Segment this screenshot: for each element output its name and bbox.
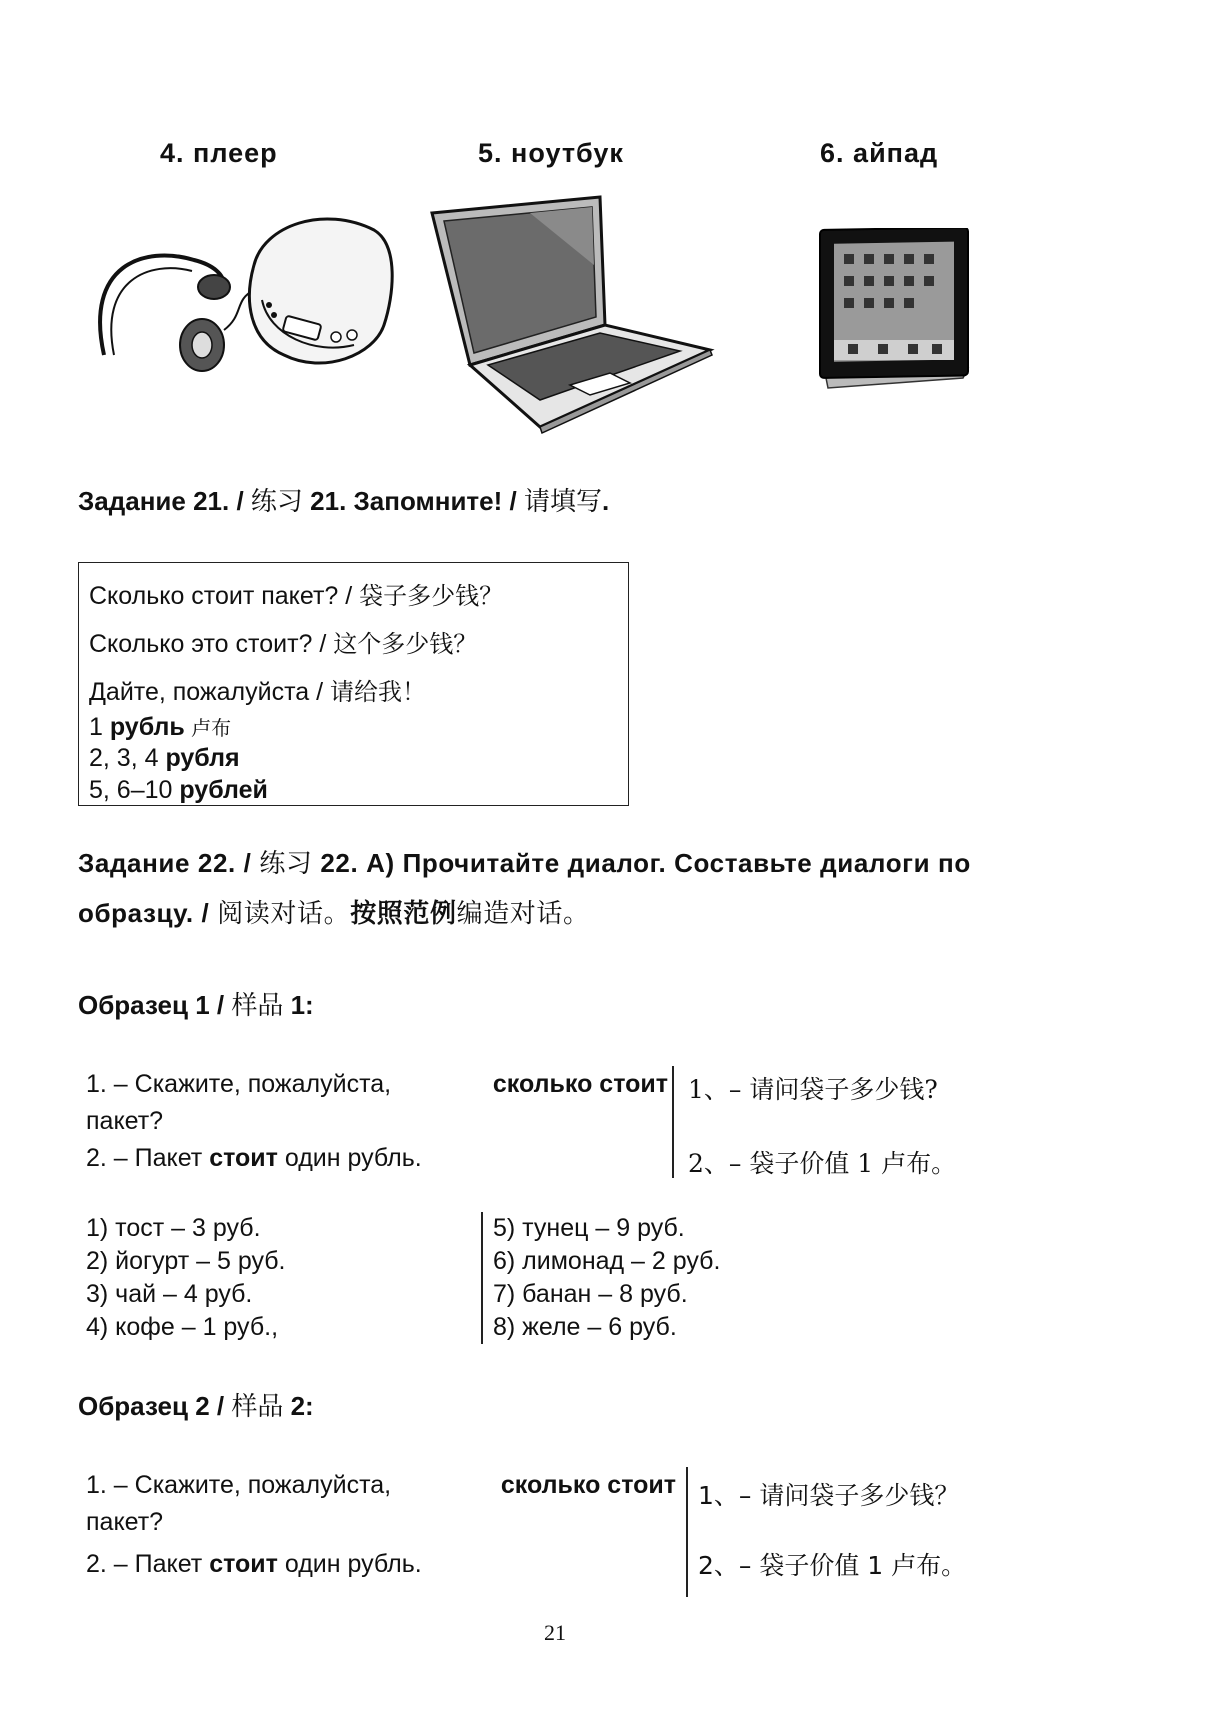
sample-1-title (78, 980, 314, 1030)
heading-line (78, 888, 971, 938)
phrase-cn: 请给我！ (330, 678, 427, 706)
list-item: 1) тост – 3 руб. (86, 1214, 261, 1242)
sample-title-text: 2: (283, 1391, 314, 1421)
phrase-ru: Сколько это стоит? / (89, 630, 334, 658)
sample-2-title (78, 1381, 314, 1431)
sample-title-cn: 样品 (231, 990, 284, 1020)
phrase-bold: рублей (179, 776, 268, 804)
dialog-text: 1. – Скажите, пожалуйста, (86, 1471, 392, 1499)
phrase-cn: 卢布 (184, 716, 232, 740)
figure-text: айпад (853, 138, 939, 168)
figure-label-player (160, 138, 278, 169)
phrase-box (78, 562, 629, 806)
list-item: 7) банан – 8 руб. (493, 1280, 688, 1308)
sample-1-divider (672, 1066, 674, 1178)
dialog-line-2 (86, 1546, 676, 1583)
cd-player-with-headphones-icon (84, 205, 404, 405)
sample-title-cn: 样品 (231, 1391, 284, 1421)
sample-title-text: Образец 1 / (78, 990, 232, 1020)
phrase-bold: рубля (165, 744, 240, 772)
dialog-bold: стоит (209, 1550, 278, 1578)
sample-title-text: Образец 2 / (78, 1391, 232, 1421)
heading-text-cn-bold: 按照范例 (350, 898, 457, 928)
laptop-icon (430, 195, 715, 435)
figure-text: плеер (193, 138, 278, 168)
sample-1-dialog-ru (86, 1066, 668, 1177)
phrase-ru: Сколько стоит пакет? / (89, 582, 360, 610)
dialog-line-2 (86, 1140, 668, 1177)
phrase-line (89, 576, 503, 611)
sample-2-dialog-ru (86, 1467, 676, 1583)
list-item: 8) желе – 6 руб. (493, 1313, 677, 1341)
list-item: 2) йогурт – 5 руб. (86, 1247, 286, 1275)
dialog-bold: стоит (209, 1144, 278, 1172)
phrase-cn: 袋子多少钱？ (359, 582, 504, 610)
dialog-text: 1. – Скажите, пожалуйста, (86, 1070, 392, 1098)
phrase-line (89, 712, 231, 742)
heading-text: 22. А) Прочитайте диалог. Составьте диалоги по (312, 848, 971, 878)
heading-text: . (601, 486, 610, 516)
dialog-text: 2. – Пакет (86, 1144, 210, 1172)
items-divider (481, 1212, 483, 1344)
phrase-ru: Дайте, пожалуйста / (89, 678, 331, 706)
heading-text-cn: 编造对话。 (456, 898, 590, 928)
phrase-num: 2, 3, 4 (89, 744, 166, 772)
heading-text-cn: 阅读对话。 (217, 898, 351, 928)
phrase-cn: 这个多少钱？ (333, 630, 478, 658)
figure-number: 5. (478, 138, 503, 168)
dialog-text: пакет? (86, 1508, 164, 1536)
figure-number: 4. (160, 138, 185, 168)
tablet-icon (818, 228, 978, 398)
dialog-bold: сколько стоит (492, 1070, 668, 1098)
phrase-line (89, 744, 240, 773)
heading-text-cn: 练习 (250, 486, 303, 516)
list-item: 5) тунец – 9 руб. (493, 1214, 685, 1242)
dialog-line-1 (86, 1467, 676, 1504)
items-right-list (493, 1212, 720, 1344)
task-22-heading (78, 838, 971, 938)
heading-line (78, 838, 971, 888)
dialog-line-1 (86, 1066, 668, 1103)
heading-text: 21. Запомните! / (302, 486, 524, 516)
figure-label-tablet (820, 138, 938, 169)
dialog-text: один рубль. (277, 1550, 422, 1578)
list-item: 3) чай – 4 руб. (86, 1280, 253, 1308)
phrase-line (89, 776, 268, 805)
dialog-bold: сколько стоит (500, 1471, 676, 1499)
heading-text: Задание 21. / (78, 486, 251, 516)
heading-text: образцу. / (78, 898, 218, 928)
heading-text-cn: 请填写 (523, 486, 602, 516)
phrase-num: 5, 6–10 (89, 776, 180, 804)
task-21-heading (78, 476, 609, 526)
sample-1-zh-line-1: 1、– 请问袋子多少钱? (688, 1075, 938, 1104)
dialog-text: пакет? (86, 1107, 164, 1135)
list-item: 6) лимонад – 2 руб. (493, 1247, 721, 1275)
figure-number: 6. (820, 138, 845, 168)
heading-text-cn: 练习 (259, 848, 313, 878)
figure-text: ноутбук (511, 138, 624, 168)
phrase-line (89, 672, 426, 707)
list-item: 4) кофе – 1 руб., (86, 1313, 279, 1341)
items-left-list (86, 1212, 286, 1344)
sample-title-text: 1: (283, 990, 314, 1020)
phrase-line (89, 624, 477, 659)
dialog-text: один рубль. (277, 1144, 422, 1172)
figure-label-laptop (478, 138, 624, 169)
page-number: 21 (544, 1620, 566, 1645)
sample-2-zh-line-1: 1、– 请问袋子多少钱？ (698, 1481, 960, 1510)
sample-2-divider (686, 1467, 688, 1597)
phrase-bold: рубль (109, 713, 185, 741)
sample-1-zh-line-2: 2、– 袋子价值 1 卢布。 (688, 1149, 957, 1178)
sample-2-zh-line-2: 2、– 袋子价值 1 卢布。 (698, 1551, 967, 1580)
dialog-text: 2. – Пакет (86, 1550, 210, 1578)
phrase-num: 1 (89, 713, 110, 741)
heading-text: Задание 22. / (78, 848, 260, 878)
